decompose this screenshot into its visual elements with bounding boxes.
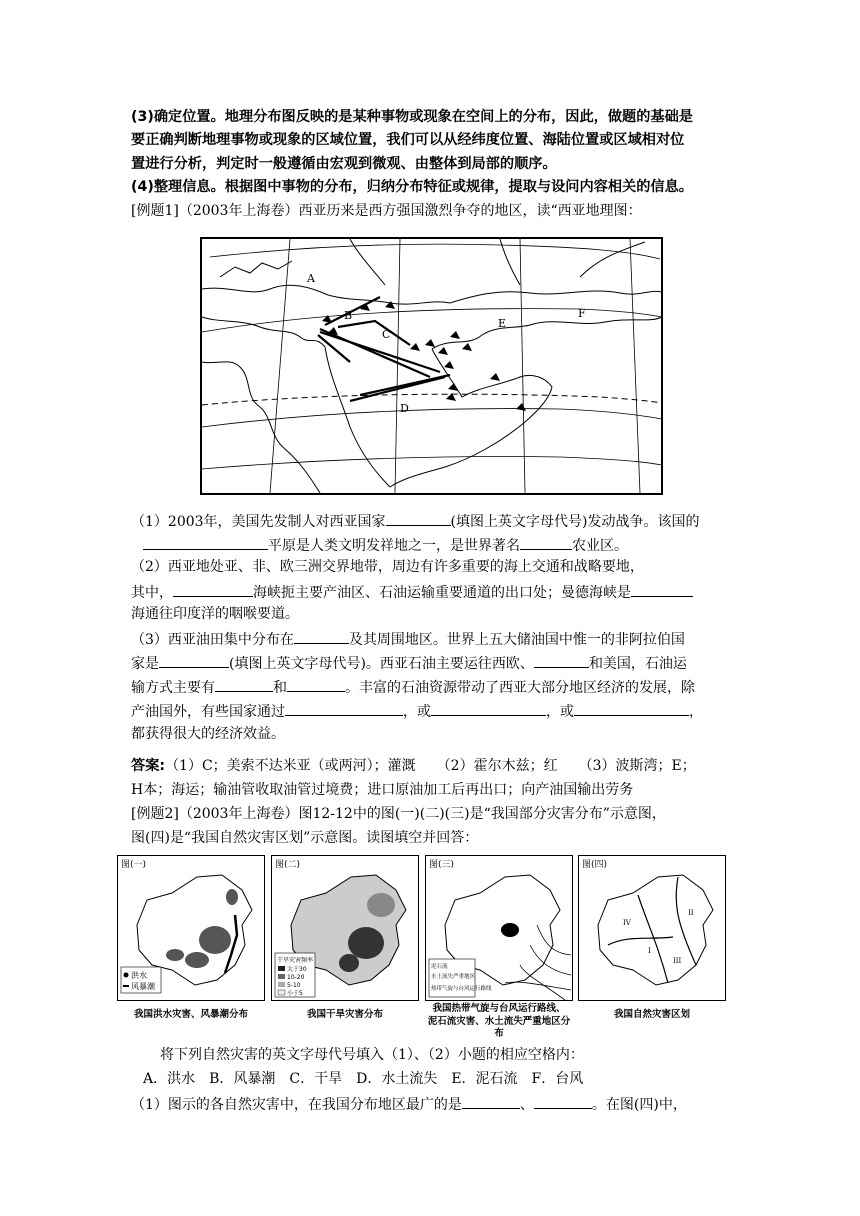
west-asia-map	[200, 237, 663, 495]
example2-heading: 图(四)是“我国自然灾害区划”示意图。读图填空并回答：	[131, 830, 479, 846]
map-tag: 图(四)	[582, 860, 608, 870]
map-tag: 图(一)	[121, 860, 147, 870]
region-label: IV	[623, 919, 631, 927]
answer-blank[interactable]	[386, 511, 451, 526]
map-label: C	[382, 328, 391, 341]
paragraph-line: (3)确定位置。地理分布图反映的是某种事物或现象在空间上的分布，因此，做题的基础是	[131, 109, 693, 125]
answer-blank[interactable]	[431, 701, 546, 716]
question-line: （1）2003年，美国先发制人对西亚国家 (填图上英文字母代号)发动战争。该国的	[131, 511, 699, 531]
question-line: （3）西亚油田集中分布在 及其周围地区。世界上五大储油国中惟一的非阿拉伯国	[131, 629, 685, 649]
map-caption: 我国自然灾害区划	[613, 1009, 690, 1020]
map-label: B	[344, 309, 353, 322]
answer-blank[interactable]	[159, 653, 229, 668]
question-line: 家是 (填图上英文字母代号)。西亚石油主要运往西欧、 和美国，石油运	[131, 653, 687, 673]
question-line: 平原是人类文明发祥地之一，是世界著名 农业区。	[143, 535, 628, 555]
answer-blank[interactable]	[173, 582, 253, 597]
china-disaster-zoning-map	[578, 855, 726, 1023]
answer-blank[interactable]	[462, 1094, 520, 1109]
map-label: A	[307, 272, 315, 285]
china-drought-map	[271, 855, 419, 1023]
answer-blank[interactable]	[215, 677, 273, 692]
map-label: E	[498, 317, 507, 330]
answer-label: 答案:	[131, 758, 166, 774]
answer-blank[interactable]	[534, 653, 589, 668]
legend-item: 5-10	[287, 982, 301, 989]
question-line: 产油国外，有些国家通过 ，或 ，或 ，	[131, 701, 703, 721]
question-line: （2）西亚地处亚、非、欧三洲交界地带，周边有许多重要的海上交通和战略要地，	[131, 559, 644, 575]
example1-heading: [例题1]（2003年上海卷）西亚历来是西方强国激烈争夺的地区，读“西亚地理图：	[131, 203, 642, 219]
question-line: （1）图示的各自然灾害中，在我国分布地区最广的是 、 。在图(四)中，	[131, 1094, 687, 1114]
legend-item: 小于5	[287, 990, 303, 997]
instruction-line: 将下列自然灾害的英文字母代号填入（1）、（2）小题的相应空格内：	[160, 1047, 584, 1063]
question-line: 都获得很大的经济效益。	[131, 726, 285, 742]
legend-item: 水土流失严重地区	[431, 974, 476, 980]
paragraph-line: 要正确判断地理事物或现象的区域位置，我们可以从经纬度位置、海陆位置或区域相对位	[131, 132, 685, 148]
answer-blank[interactable]	[534, 1094, 592, 1109]
region-label: II	[688, 909, 694, 917]
map-caption: 泥石流灾害、水土流失严重地区分布	[427, 1016, 571, 1039]
map-tag: 图(三)	[429, 860, 455, 870]
china-flood-map	[117, 855, 265, 1023]
paragraph-line: 置进行分析，判定时一般遵循由宏观到微观、由整体到局部的顺序。	[131, 156, 557, 172]
map-caption: 我国干旱灾害分布	[306, 1009, 383, 1020]
region-label: III	[673, 957, 682, 965]
legend-item: 大于30	[287, 966, 307, 973]
legend-item: 干旱灾害频率	[277, 957, 314, 964]
region-label: I	[648, 947, 651, 955]
answer-blank[interactable]	[285, 701, 403, 716]
question-line: 输方式主要有 和 。丰富的石油资源带动了西亚大部分地区经济的发展，除	[131, 677, 695, 697]
map-caption: 我国热带气旋与台风运行路线、	[432, 1003, 566, 1014]
question-line: 其中， 海峡扼主要产油区、石油运输重要通道的出口处；曼德海峡是	[131, 582, 693, 602]
paragraph-line: (4)整理信息。根据图中事物的分布，归纳分布特征或规律，提取与设问内容相关的信息。	[131, 179, 693, 195]
question-line: 海通往印度洋的咽喉要道。	[131, 606, 299, 622]
map-label: D	[400, 402, 409, 415]
answer-blank[interactable]	[574, 701, 689, 716]
answer-blank[interactable]	[520, 535, 572, 550]
answer-line: 答案:（1）C；美索不达米亚（或两河）；灌溉 （2）霍尔木兹；红 （3）波斯湾；E；	[131, 758, 696, 774]
legend-item: 泥石流	[431, 964, 448, 970]
answer-blank[interactable]	[631, 582, 693, 597]
map-tag: 图(二)	[275, 860, 301, 870]
china-typhoon-map	[425, 855, 573, 1023]
example2-heading: [例题2]（2003年上海卷）图12-12中的图(一)(二)(三)是“我国部分灾害分布”示意图，	[131, 806, 666, 822]
map-label: F	[578, 307, 586, 320]
answer-blank[interactable]	[143, 535, 268, 550]
legend-item: 洪水	[131, 971, 147, 980]
answer-blank[interactable]	[294, 629, 349, 644]
options-line: A．洪水 B．风暴潮 C．干旱 D．水土流失 E．泥石流 F．台风	[143, 1071, 584, 1087]
answer-blank[interactable]	[287, 677, 345, 692]
legend-item: 热带气旋与台风运行路线	[431, 986, 492, 992]
answer-line: H本；海运；输油管收取油管过境费；进口原油加工后再出口；向产油国输出劳务	[131, 782, 634, 798]
legend-item: 10-20	[287, 974, 305, 981]
map-caption: 我国洪水灾害、风暴潮分布	[133, 1009, 248, 1020]
legend-item: 风暴潮	[131, 982, 155, 991]
